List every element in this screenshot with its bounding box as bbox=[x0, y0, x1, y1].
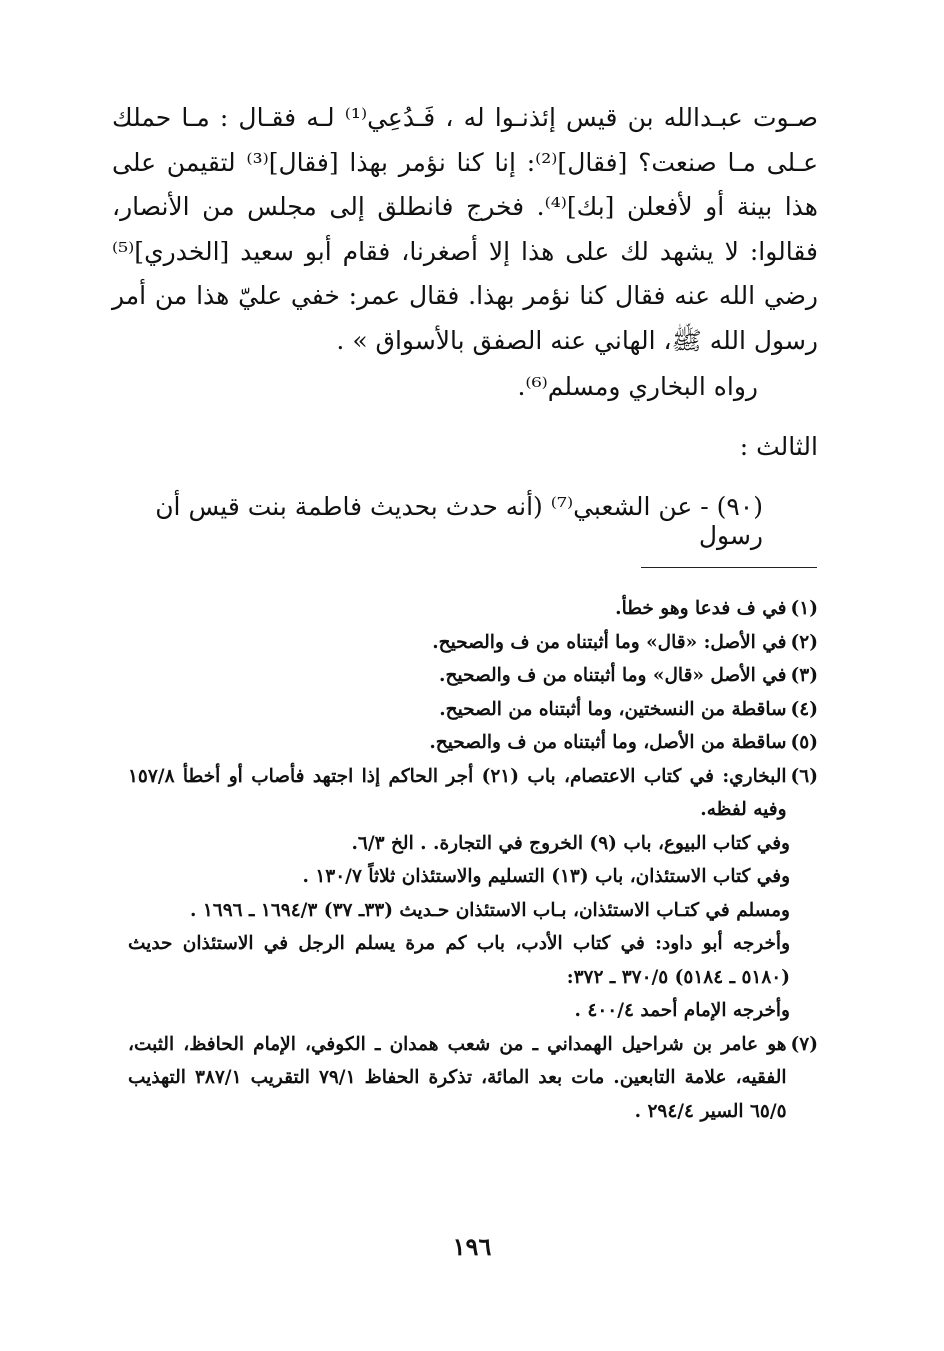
footnote-number: (٧) bbox=[790, 1033, 818, 1055]
footnote-6-ahmad: وأخرجه الإمام أحمد ٤٠٠/٤ . bbox=[574, 1000, 790, 1021]
main-text bbox=[112, 96, 818, 363]
footnote-4 bbox=[128, 693, 818, 727]
hadith-paragraph: صـوت عبـدالله بن قيس إئذنـوا له ، فَـدُعِي⁽¹⁾ لـه فقـال : مـا حملك عـلى مـا صنعت؟ [فقال]⁽²⁾: إنا كنا نؤمر بهذا [فقال]⁽³⁾ لتقيمن على هذا بينة أو لأفعلن [بك]⁽⁴⁾. فخرج فانطلق إلى مجلس من الأنصار، فقالوا: لا يشهد لك على هذا إلا أصغرنا، فقام أبو سعيد [الخدري]⁽⁵⁾ رضي الله عنه فقال كنا نؤمر بهذا. فقال عمر: خفي عليّ هذا من أمر رسول الله ﷺ، الهاني عنه الصفق بالأسواق » . bbox=[112, 103, 818, 355]
footnote-text: البخاري: في كتاب الاعتصام، باب (٢١) أجر الحاكم إذا اجتهد فأصاب أو أخطأ ١٥٧/٨ وفيه لفظه. bbox=[128, 765, 787, 820]
footnote-text: ساقطة من النسختين، وما أثبتناه من الصحيح. bbox=[439, 698, 787, 720]
footnote-2 bbox=[128, 626, 818, 660]
footnote-text: في ف فدعا وهو خطأ. bbox=[615, 598, 787, 619]
footnote-6-bukhari-buyu: وفي كتاب البيوع، باب (٩) الخروج في التجارة. . الخ ٦/٣. bbox=[351, 832, 790, 854]
footnote-6-abu-dawud: وأخرجه أبو داود: في كتاب الأدب، باب كم مرة يسلم الرجل في الاستئذان حديث (٥١٨٠ ـ ٥١٨٤) ٣٧٠/٥ ـ ٣٧٢: bbox=[128, 933, 790, 988]
footnote-3 bbox=[128, 659, 818, 693]
hadith-90-start: (٩٠) - عن الشعبي⁽⁷⁾ (أنه حدث بحديث فاطمة بنت قيس أن رسول bbox=[155, 492, 763, 550]
section-heading-text: الثالث : bbox=[739, 432, 818, 461]
hadith-opening bbox=[112, 492, 818, 550]
footnote-6 bbox=[128, 760, 818, 827]
footnote-number: (١) bbox=[790, 598, 818, 619]
footnote-text: ساقطة من الأصل، وما أثبتناه من ف والصحيح. bbox=[429, 732, 787, 753]
footnote-number: (٥) bbox=[790, 732, 818, 753]
footnote-text: في الأصل «قال» وما أثبتناه من ف والصحيح. bbox=[439, 665, 787, 686]
footnote-1 bbox=[128, 592, 818, 626]
footnote-number: (٢) bbox=[790, 631, 818, 653]
section-heading bbox=[112, 432, 818, 461]
footnote-text: في الأصل: «قال» وما أثبتناه من ف والصحيح. bbox=[432, 631, 787, 653]
footnote-separator bbox=[641, 567, 817, 568]
footnotes bbox=[128, 592, 818, 1128]
source-line: رواه البخاري ومسلم⁽⁶⁾. bbox=[517, 372, 758, 401]
footnote-6-muslim: ومسلم في كتـاب الاستئذان، بـاب الاستئذان حـديث (٣٣ـ ٣٧) ١٦٩٤/٣ ـ ١٦٩٦ . bbox=[189, 899, 790, 921]
footnote-number: (٤) bbox=[790, 698, 818, 720]
footnote-5 bbox=[128, 726, 818, 760]
footnote-6-bukhari-istidhan: وفي كتاب الاستئذان، باب (١٣) التسليم والاستئذان ثلاثاً ١٣٠/٧ . bbox=[302, 866, 790, 887]
footnote-7 bbox=[128, 1028, 818, 1129]
page-number: ١٩٦ bbox=[452, 1232, 492, 1261]
footnote-text: هو عامر بن شراحيل الهمداني ـ من شعب همدان ـ الكوفي، الإمام الحافظ، الثبت، الفقيه، علامة التابعين. مات بعد المائة، تذكرة الحفاظ ٧٩/١ التقريب ٣٨٧/١ التهذيب ٦٥/٥ السير ٢٩٤/٤ . bbox=[128, 1033, 787, 1122]
footnote-number: (٣) bbox=[790, 665, 818, 686]
footnote-number: (٦) bbox=[790, 765, 818, 787]
source-citation bbox=[112, 372, 818, 401]
